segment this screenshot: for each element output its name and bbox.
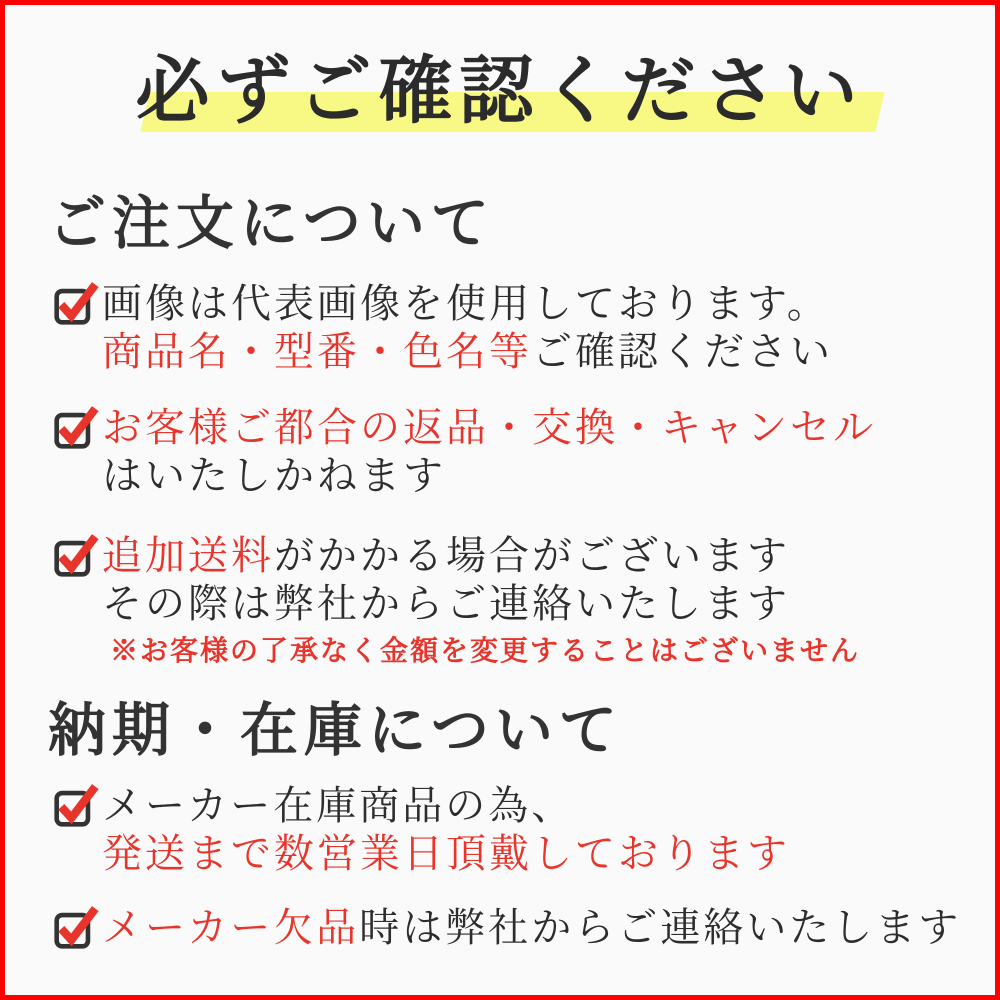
- checkbox-icon: [53, 904, 99, 950]
- checklist-item-representative-image: [53, 280, 975, 376]
- checklist-item-extra-shipping: [53, 532, 975, 670]
- checkbox-icon: [53, 404, 99, 450]
- section-heading-delivery: 納期・在庫について: [48, 697, 623, 763]
- item-text: [102, 782, 790, 878]
- item-footnote: ※お客様の了承なく金額を変更することはございません: [110, 635, 861, 667]
- item-text: [102, 904, 961, 952]
- checkbox-icon: [53, 280, 99, 326]
- item-text: [102, 280, 833, 376]
- checklist-item-maker-stock: [53, 782, 975, 878]
- item-text-emphasis: 商品名・型番・色名等: [102, 328, 532, 374]
- checklist-item-no-returns: [53, 404, 975, 500]
- checkbox-icon: [53, 532, 99, 578]
- item-text-line: その際は弊社からご連絡いたします: [102, 580, 790, 626]
- checkbox-icon: [53, 782, 99, 828]
- item-text-emphasis: 追加送料: [102, 532, 274, 578]
- item-text-line: 画像は代表画像を使用しております。: [102, 280, 830, 326]
- item-text-line: がかかる場合がございます: [274, 532, 790, 578]
- item-text: [102, 404, 876, 500]
- page-title-block: [5, 50, 995, 145]
- section-heading-order: ご注文について: [48, 191, 495, 256]
- item-text-line: 時は弊社からご連絡いたします: [359, 905, 962, 951]
- checklist-item-maker-shortage: [53, 904, 975, 952]
- item-text-line: ご確認ください: [532, 328, 833, 374]
- item-text-emphasis: 発送まで数営業日頂戴しております: [102, 831, 790, 877]
- page-title: 必ずご確認ください: [135, 51, 865, 133]
- item-text: [102, 532, 860, 670]
- item-text-line: メーカー在庫商品の為、: [102, 783, 575, 829]
- item-text-emphasis: お客様ご都合の返品・交換・キャンセル: [102, 404, 876, 450]
- item-text-line: はいたしかねます: [102, 452, 446, 498]
- item-text-emphasis: メーカー欠品: [102, 905, 360, 951]
